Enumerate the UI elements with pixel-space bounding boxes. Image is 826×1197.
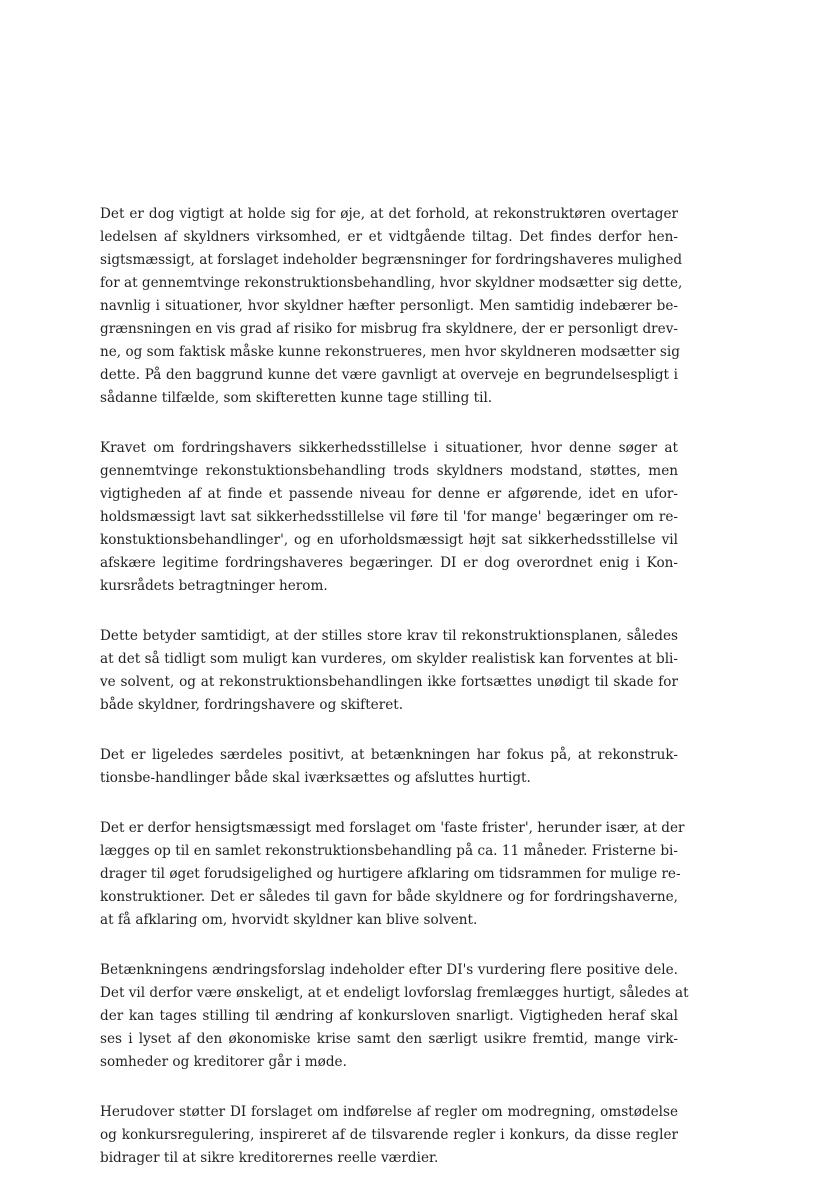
text-line: Herudover støtter DI forslaget om indførelse af regler om modregning, omstødelse: [100, 1104, 678, 1120]
text-line: bidrager til at sikre kreditorernes reelle værdier.: [100, 1150, 439, 1166]
text-line: dette. På den baggrund kunne det være gavnligt at overveje en begrundelsespligt i: [100, 367, 678, 383]
text-line: der kan tages stilling til ændring af konkursloven snarligt. Vigtigheden heraf skal: [100, 1008, 678, 1024]
text-line: både skyldner, fordringshavere og skifteret.: [100, 697, 404, 713]
text-line: afskære legitime fordringshaveres begæringer. DI er dog overordnet enig i Kon-: [100, 555, 678, 571]
text-line: Kravet om fordringshavers sikkerhedsstillelse i situationer, hvor denne søger at: [100, 440, 678, 456]
text-line: navnlig i situationer, hvor skyldner hæfter personligt. Men samtidig indebærer be-: [100, 298, 678, 314]
paragraph-6: [100, 959, 689, 1074]
document-body: [100, 203, 689, 1197]
text-line: Det er dog vigtigt at holde sig for øje, at det forhold, at rekonstruktøren overtager: [100, 206, 678, 222]
text-line: ne, og som faktisk måske kunne rekonstrueres, men hvor skyldneren modsætter sig: [100, 344, 680, 360]
text-line: ledelsen af skyldners virksomhed, er et vidtgående tiltag. Det findes derfor hen-: [100, 229, 678, 245]
paragraph-4: [100, 744, 678, 790]
paragraph-3: [100, 625, 678, 717]
text-line: kursrådets betragtninger herom.: [100, 578, 328, 594]
text-line: sigtsmæssigt, at forslaget indeholder begrænsninger for fordringshaveres mulighed: [100, 252, 683, 268]
paragraph-1: [100, 203, 683, 410]
text-line: Det er ligeledes særdeles positivt, at betænkningen har fokus på, at rekonstruk-: [100, 747, 678, 763]
text-line: og konkursregulering, inspireret af de tilsvarende regler i konkurs, da disse regler: [100, 1127, 678, 1143]
paragraph-5: [100, 817, 685, 932]
text-line: drager til øget forudsigelighed og hurtigere afklaring om tidsrammen for mulige re-: [100, 866, 681, 882]
text-line: konstuktionsbehandlinger', og en uforholdsmæssigt højt sat sikkerhedsstillelse vil: [100, 532, 678, 548]
text-line: somheder og kreditorer går i møde.: [100, 1054, 347, 1070]
paragraph-2: [100, 437, 678, 598]
text-line: for at gennemtvinge rekonstruktionsbehandling, hvor skyldner modsætter sig dette,: [100, 275, 683, 291]
text-line: ve solvent, og at rekonstruktionsbehandlingen ikke fortsættes unødigt til skade for: [100, 674, 678, 690]
text-line: gennemtvinge rekonstuktionsbehandling trods skyldners modstand, støttes, men: [100, 463, 678, 479]
text-line: holdsmæssigt lavt sat sikkerhedsstillelse vil føre til 'for mange' begæringer om re-: [100, 509, 678, 525]
text-line: lægges op til en samlet rekonstruktionsbehandling på ca. 11 måneder. Fristerne bi-: [100, 843, 678, 859]
text-line: grænsningen en vis grad af risiko for misbrug fra skyldnere, der er personligt drev-: [100, 321, 678, 337]
paragraph-7: [100, 1101, 678, 1170]
text-line: ses i lyset af den økonomiske krise samt den særligt usikre fremtid, mange virk-: [100, 1031, 678, 1047]
text-line: konstruktioner. Det er således til gavn for både skyldnere og for fordringshaverne,: [100, 889, 678, 905]
text-line: at det så tidligt som muligt kan vurderes, om skylder realistisk kan forventes at bli-: [100, 651, 678, 667]
text-line: sådanne tilfælde, som skifteretten kunne tage stilling til.: [100, 390, 493, 406]
text-line: Dette betyder samtidigt, at der stilles store krav til rekonstruktionsplanen, således: [100, 628, 678, 644]
text-line: Det vil derfor være ønskeligt, at et endeligt lovforslag fremlægges hurtigt, således at: [100, 985, 689, 1001]
text-line: Betænkningens ændringsforslag indeholder efter DI's vurdering flere positive dele.: [100, 962, 678, 978]
text-line: Det er derfor hensigtsmæssigt med forslaget om 'faste frister', herunder især, at der: [100, 820, 685, 836]
text-line: tionsbe-handlinger både skal iværksættes og afsluttes hurtigt.: [100, 770, 531, 786]
text-line: at få afklaring om, hvorvidt skyldner kan blive solvent.: [100, 912, 478, 928]
text-line: vigtigheden af at finde et passende niveau for denne er afgørende, idet en ufor-: [100, 486, 678, 502]
